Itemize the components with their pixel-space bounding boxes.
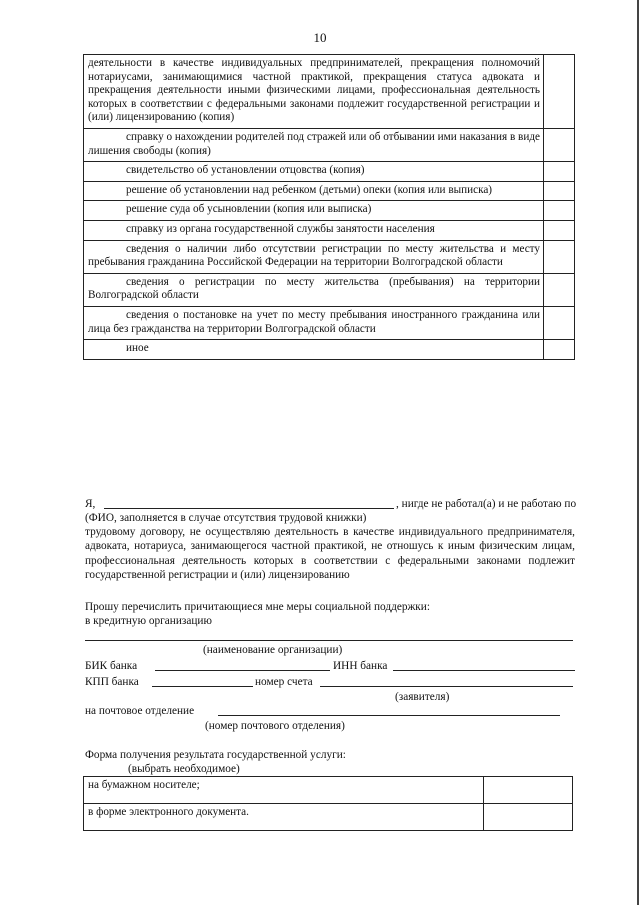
document-item-text: деятельности в качестве индивидуальных предпринимателей, прекращения полномочий нотариусами, занимающимися частной практикой, прекращения статуса адвоката и прекращения деятельности иными физическими лицами, профессиональная деятельность которых в соответствии с федеральными законами подлежит государственной регистрации и (или) лицензированию (копия) [84, 55, 544, 129]
payment-request: Прошу перечислить причитающиеся мне меры социальной поддержки: [85, 601, 430, 613]
document-item-text: сведения о постановке на учет по месту пребывания иностранного гражданина или лица без гражданства на территории Волгоградской области [84, 306, 544, 339]
statement-pronoun: Я, [85, 498, 96, 510]
result-form-title: Форма получения результата государственной услуги: [85, 749, 346, 761]
document-checkbox-cell[interactable] [544, 273, 575, 306]
document-row [84, 220, 575, 240]
result-option-checkbox-cell[interactable] [484, 804, 573, 831]
post-office-field[interactable] [218, 715, 560, 716]
statement-body: трудовому договору, не осуществляю деятельность в качестве индивидуального предпринимателя, адвоката, нотариуса, занимающегося частной практикой, не отношусь к иным физическим лицам, профессиональная деятельность которых в соответствии с федеральными законами подлежит государственной регистрации и (или) лицензированию [85, 526, 575, 582]
document-item-text: свидетельство об установлении отцовства (копия) [84, 162, 544, 182]
document-checkbox-cell[interactable] [544, 340, 575, 360]
result-option-label: на бумажном носителе; [84, 777, 484, 804]
account-label: номер счета [255, 676, 313, 688]
scan-edge [637, 0, 639, 905]
document-checkbox-cell[interactable] [544, 162, 575, 182]
fio-field[interactable] [104, 508, 394, 509]
document-item-text: сведения о регистрации по месту жительства (пребывания) на территории Волгоградской области [84, 273, 544, 306]
document-item-text: справку из органа государственной службы занятости населения [84, 220, 544, 240]
document-checkbox-cell[interactable] [544, 220, 575, 240]
bik-label: БИК банка [85, 660, 138, 672]
document-row [84, 128, 575, 161]
document-item-text: иное [84, 340, 544, 360]
org-name-hint: (наименование организации) [203, 644, 343, 656]
account-field[interactable] [320, 686, 573, 687]
document-row [84, 162, 575, 182]
document-item-text: решение об установлении над ребенком (детьми) опеки (копия или выписка) [84, 181, 544, 201]
document-row [84, 240, 575, 273]
bik-field[interactable] [155, 670, 330, 671]
statement-suffix: , нигде не работал(а) и не работаю по [396, 498, 577, 510]
document-row [84, 201, 575, 221]
credit-org-label: в кредитную организацию [85, 615, 212, 627]
result-option-label: в форме электронного документа. [84, 804, 484, 831]
inn-field[interactable] [393, 670, 575, 671]
document-item-text: справку о нахождении родителей под стражей или об отбывании ими наказания в виде лишения свободы (копия) [84, 128, 544, 161]
post-label: на почтовое отделение [85, 705, 195, 717]
document-row [84, 55, 575, 129]
document-checkbox-cell[interactable] [544, 55, 575, 129]
document-item-text: сведения о наличии либо отсутствии регистрации по месту жительства и месту пребывания гражданина Российской Федерации на территории Волгоградской области [84, 240, 544, 273]
document-checkbox-cell[interactable] [544, 128, 575, 161]
result-option-checkbox-cell[interactable] [484, 777, 573, 804]
document-row [84, 273, 575, 306]
documents-table [83, 54, 575, 360]
document-row [84, 306, 575, 339]
post-office-hint: (номер почтового отделения) [205, 720, 345, 732]
result-option-row [84, 804, 573, 831]
document-item-text: решение суда об усыновлении (копия или выписка) [84, 201, 544, 221]
inn-label: ИНН банка [333, 660, 388, 672]
page-number: 10 [313, 30, 327, 45]
kpp-label: КПП банка [85, 676, 139, 688]
result-form-table [83, 776, 573, 831]
result-option-row [84, 777, 573, 804]
org-name-field[interactable] [85, 640, 573, 641]
applicant-hint: (заявителя) [395, 691, 450, 703]
document-checkbox-cell[interactable] [544, 181, 575, 201]
fio-hint: (ФИО, заполняется в случае отсутствия трудовой книжки) [85, 512, 367, 524]
document-row [84, 181, 575, 201]
kpp-field[interactable] [152, 686, 253, 687]
document-checkbox-cell[interactable] [544, 306, 575, 339]
document-checkbox-cell[interactable] [544, 240, 575, 273]
result-form-hint: (выбрать необходимое) [128, 763, 240, 775]
document-row [84, 340, 575, 360]
document-checkbox-cell[interactable] [544, 201, 575, 221]
